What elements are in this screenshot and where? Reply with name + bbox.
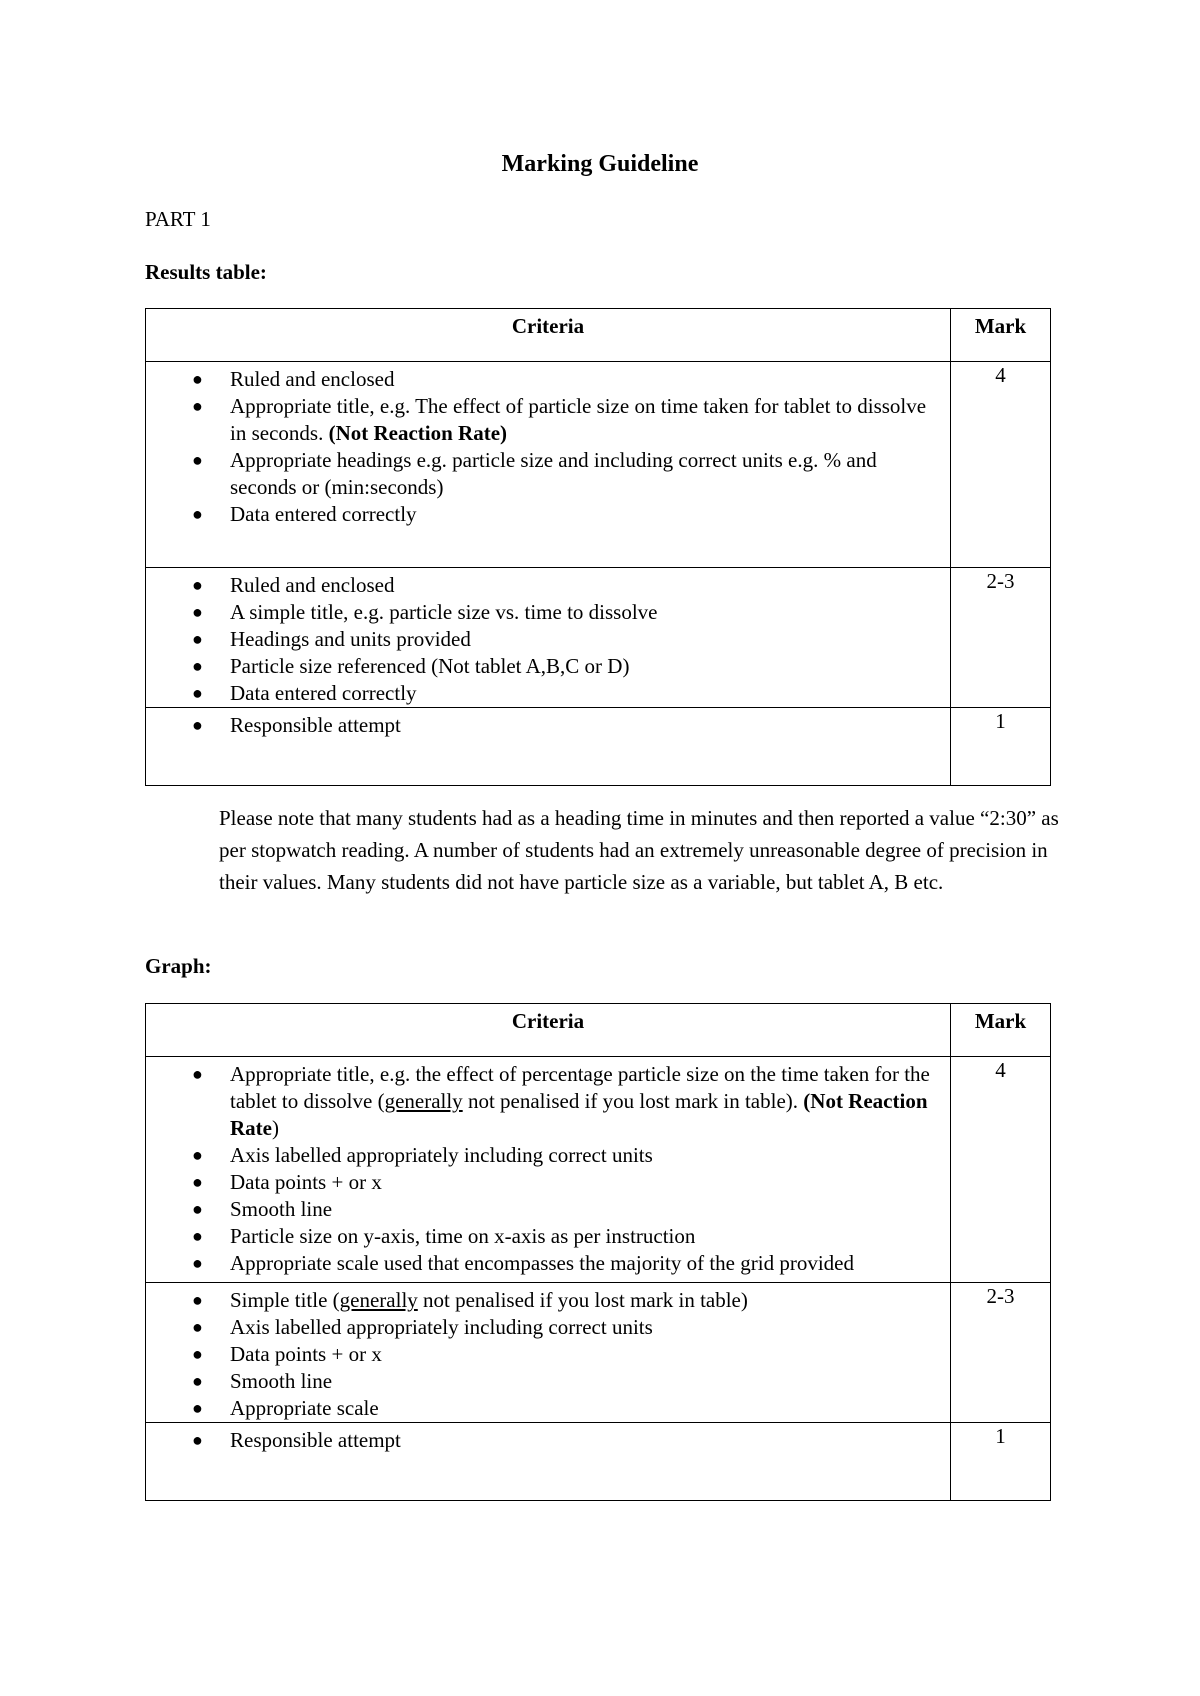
criteria-cell bbox=[146, 1057, 951, 1283]
list-item: ● Headings and units provided bbox=[192, 627, 471, 651]
list-item: ● Responsible attempt bbox=[192, 1428, 401, 1452]
list-item: ● Ruled and enclosed bbox=[192, 573, 395, 597]
bullet-icon: ● bbox=[192, 1290, 203, 1310]
list-item: ● Axis labelled appropriately including correct units bbox=[192, 1143, 653, 1167]
results-criteria-table bbox=[145, 308, 1051, 786]
bullet-icon: ● bbox=[192, 1253, 203, 1273]
list-item: ● Particle size on y-axis, time on x-axis as per instruction bbox=[192, 1224, 696, 1248]
bullet-icon: ● bbox=[192, 1172, 203, 1192]
table-row bbox=[146, 1057, 1051, 1283]
criteria-cell bbox=[146, 362, 951, 568]
bullet-icon: ● bbox=[192, 1199, 203, 1219]
mark-cell: 2-3 bbox=[951, 568, 1051, 708]
list-item: ● Simple title (generally not penalised if you lost mark in table) bbox=[192, 1288, 748, 1312]
results-table-heading: Results table: bbox=[145, 260, 267, 284]
list-item: ● Appropriate title, e.g. The effect of particle size on time taken for tablet to dissolve in seconds. (Not Reaction Rate) bbox=[192, 394, 927, 445]
list-item: ● A simple title, e.g. particle size vs. time to dissolve bbox=[192, 600, 658, 624]
emphasis-text: (Not Reaction Rate bbox=[230, 1089, 928, 1140]
bullet-icon: ● bbox=[192, 683, 203, 703]
criteria-cell bbox=[146, 708, 951, 786]
table-header-row bbox=[146, 1004, 1051, 1057]
mark-cell: 1 bbox=[951, 708, 1051, 786]
bullet-icon: ● bbox=[192, 369, 203, 389]
mark-cell: 1 bbox=[951, 1423, 1051, 1501]
list-item: ● Appropriate scale used that encompasses the majority of the grid provided bbox=[192, 1251, 854, 1275]
list-item: ● Appropriate title, e.g. the effect of percentage particle size on the time taken for the tablet to dissolve (generally not penalised if you lost mark in table). (Not Reaction Rate) bbox=[192, 1062, 930, 1140]
bullet-icon: ● bbox=[192, 1145, 203, 1165]
emphasis-text: (Not Reaction Rate) bbox=[328, 421, 508, 445]
bullet-icon: ● bbox=[192, 1344, 203, 1364]
list-item: ● Data entered correctly bbox=[192, 502, 417, 526]
bullet-icon: ● bbox=[192, 656, 203, 676]
bullet-icon: ● bbox=[192, 629, 203, 649]
list-item: ● Data points + or x bbox=[192, 1342, 382, 1366]
bullet-icon: ● bbox=[192, 715, 203, 735]
list-item: ● Ruled and enclosed bbox=[192, 367, 395, 391]
bullet-icon: ● bbox=[192, 575, 203, 595]
page-title: Marking Guideline bbox=[501, 151, 699, 177]
graph-heading: Graph: bbox=[145, 954, 212, 978]
mark-cell: 4 bbox=[951, 1057, 1051, 1283]
list-item: ● Smooth line bbox=[192, 1369, 333, 1393]
list-item: ● Smooth line bbox=[192, 1197, 333, 1221]
marking-note: Please note that many students had as a heading time in minutes and then reported a value “2:30” as per stopwatch reading. A number of students had an extremely unreasonable degree of precision in their values. Many students did not have particle size as a variable, but tablet A, B etc. bbox=[219, 806, 1059, 894]
underlined-text: generally bbox=[384, 1089, 463, 1113]
table-row bbox=[146, 1423, 1051, 1501]
list-item: ● Axis labelled appropriately including correct units bbox=[192, 1315, 653, 1339]
mark-cell: 4 bbox=[951, 362, 1051, 568]
list-item: ● Data entered correctly bbox=[192, 681, 417, 705]
graph-criteria-table bbox=[145, 1003, 1051, 1501]
table-header-row bbox=[146, 309, 1051, 362]
bullet-icon: ● bbox=[192, 1317, 203, 1337]
part-label: PART 1 bbox=[145, 207, 211, 231]
list-item: ● Particle size referenced (Not tablet A,B,C or D) bbox=[192, 654, 630, 678]
mark-cell: 2-3 bbox=[951, 1283, 1051, 1423]
criteria-column-header: Criteria bbox=[146, 1004, 951, 1057]
criteria-column-header: Criteria bbox=[146, 309, 951, 362]
list-item: ● Responsible attempt bbox=[192, 713, 401, 737]
criteria-cell bbox=[146, 1283, 951, 1423]
bullet-icon: ● bbox=[192, 1226, 203, 1246]
bullet-icon: ● bbox=[192, 1371, 203, 1391]
mark-column-header: Mark bbox=[951, 1004, 1051, 1057]
list-item: ● Data points + or x bbox=[192, 1170, 382, 1194]
table-row bbox=[146, 708, 1051, 786]
bullet-icon: ● bbox=[192, 1430, 203, 1450]
table-row bbox=[146, 568, 1051, 708]
bullet-icon: ● bbox=[192, 602, 203, 622]
table-row bbox=[146, 1283, 1051, 1423]
list-item: ● Appropriate scale bbox=[192, 1396, 379, 1420]
bullet-icon: ● bbox=[192, 1064, 203, 1084]
criteria-cell bbox=[146, 568, 951, 708]
table-row bbox=[146, 362, 1051, 568]
bullet-icon: ● bbox=[192, 450, 203, 470]
underlined-text: generally bbox=[339, 1288, 418, 1312]
mark-column-header: Mark bbox=[951, 309, 1051, 362]
bullet-icon: ● bbox=[192, 396, 203, 416]
criteria-cell bbox=[146, 1423, 951, 1501]
bullet-icon: ● bbox=[192, 504, 203, 524]
list-item: ● Appropriate headings e.g. particle size and including correct units e.g. % and seconds or (min:seconds) bbox=[192, 448, 877, 499]
bullet-icon: ● bbox=[192, 1398, 203, 1418]
